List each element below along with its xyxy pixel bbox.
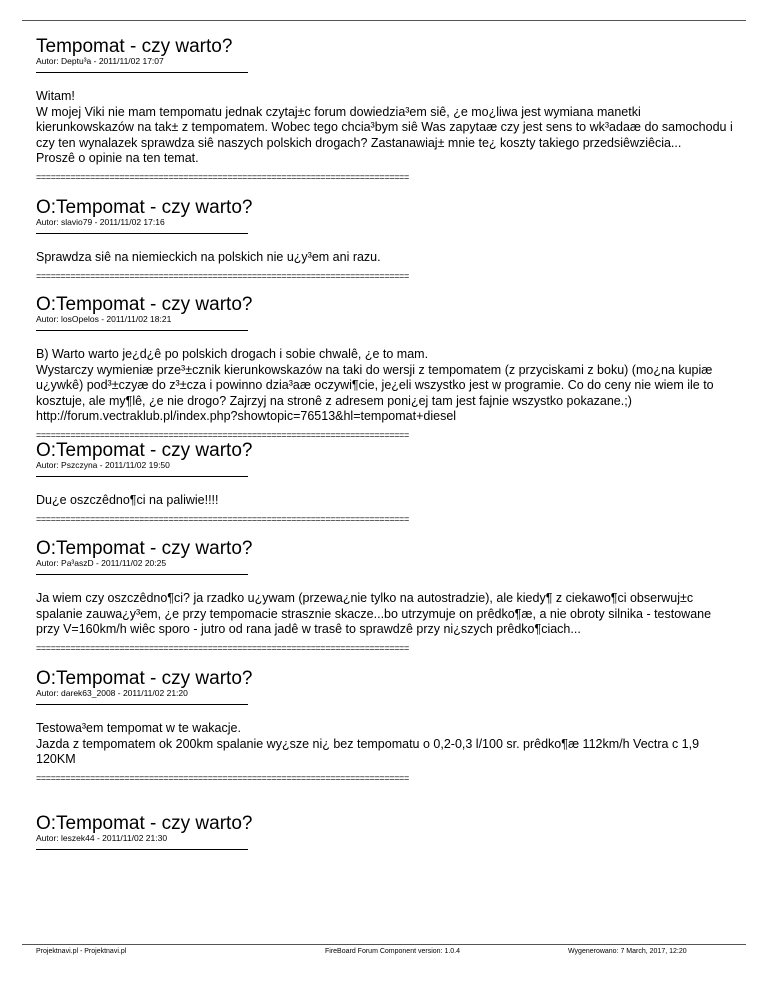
post-separator: ============================================================================ [36, 642, 409, 653]
post-author-meta: Autor: losOpelos - 2011/11/02 18:21 [36, 314, 172, 324]
post-title: Tempomat - czy warto? [36, 36, 233, 57]
post-body: Witam! W mojej Viki nie mam tempomatu jednak czytaj±c forum dowiedzia³em siê, ¿e mo¿liwa jest wymiana manetki kierunkowskazów na tak± z tempomatem. Wobec tego chcia³bym siê Was zapytaæ czy jest sens to wk³adaæ do samochodu i czy ten wynalazek sprawdza siê naszych polskich drogach? Zastanawiaj± mnie te¿ koszty takiego przedsiêwziêcia... Proszê o opinie na ten temat. [36, 89, 733, 165]
post-separator: ============================================================================ [36, 772, 409, 783]
meta-rule [36, 704, 248, 705]
post-author-meta: Autor: Deptu³a - 2011/11/02 17:07 [36, 56, 164, 66]
post-title: O:Tempomat - czy warto? [36, 813, 253, 834]
post-body: Du¿e oszczêdno¶ci na paliwie!!!! [36, 493, 219, 507]
post-author-meta: Autor: darek63_2008 - 2011/11/02 21:20 [36, 688, 188, 698]
post-list [36, 36, 736, 873]
post-author-meta: Autor: leszek44 - 2011/11/02 21:30 [36, 833, 168, 843]
meta-rule [36, 574, 248, 575]
post-separator: ============================================================================ [36, 429, 409, 440]
post-title: O:Tempomat - czy warto? [36, 440, 253, 461]
post-body: Ja wiem czy oszczêdno¶ci? ja rzadko u¿ywam (przewa¿nie tylko na autostradzie), ale kiedy¶ z ciekawo¶ci obserwuj±c spalanie zauwa¿y³em, ¿e przy tempomacie strasznie skacze...bo utrzymuje on prêdko¶æ, a nie obroty silnika - testowane przy V=160km/h wiêc sporo - jutro od rana jadê w trasê to sprawdzê przy ni¿szych prêdko¶ciach... [36, 591, 712, 636]
post [36, 538, 736, 668]
post-title: O:Tempomat - czy warto? [36, 668, 253, 689]
post-body: Testowa³em tempomat w te wakacje. Jazda z tempomatem ok 200km spalanie wy¿sze ni¿ bez tempomatu o 0,2-0,3 l/100 sr. prêdko¶æ 112km/h Vectra c 1,9 120KM [36, 721, 700, 766]
post [36, 813, 736, 873]
post-title: O:Tempomat - czy warto? [36, 197, 253, 218]
footer-component-version: FireBoard Forum Component version: 1.0.4 [325, 948, 461, 955]
footer-generated-date: Wygenerowano: 7 March, 2017, 12:20 [568, 948, 687, 955]
meta-rule [36, 849, 248, 850]
footer-site: Projektnavi.pl - Projektnavi.pl [36, 948, 127, 955]
post-title: O:Tempomat - czy warto? [36, 294, 253, 315]
post [36, 294, 736, 440]
post [36, 197, 736, 294]
meta-rule [36, 476, 248, 477]
post-separator: ============================================================================ [36, 513, 409, 524]
post [36, 440, 736, 538]
post-separator: ============================================================================ [36, 171, 409, 182]
meta-rule [36, 72, 248, 73]
post-author-meta: Autor: Pszczyna - 2011/11/02 19:50 [36, 460, 170, 470]
meta-rule [36, 233, 248, 234]
post-body: B) Warto warto je¿d¿ê po polskich drogach i sobie chwalê, ¿e to mam. Wystarczy wymieniæ prze³±cznik kierunkowskazów na taki do wersji z tempomatem (z przyciskami z boku) (mo¿na kupiæ u¿ywkê) pod³±czyæ do z³±cza i powinno dzia³aæ oczywi¶cie, je¿eli wszystko jest w programie. Co do ceny nie wiem ile to kosztuje, ale my¶lê, ¿e nie drogo? Zajrzyj na stronê z adresem poni¿ej tam jest fajnie wszystko pokazane.;) http://forum.vectraklub.pl/index.php?showtopic=76513&hl=tempomat+diesel [36, 347, 714, 423]
post-separator: ============================================================================ [36, 270, 409, 281]
post-author-meta: Autor: slavio79 - 2011/11/02 17:16 [36, 217, 165, 227]
post-body: Sprawdza siê na niemieckich na polskich nie u¿y³em ani razu. [36, 250, 381, 264]
post-title: O:Tempomat - czy warto? [36, 538, 253, 559]
page-top-rule [22, 20, 746, 21]
post [36, 668, 736, 813]
post [36, 36, 736, 197]
post-author-meta: Autor: Pa³aszD - 2011/11/02 20:25 [36, 558, 167, 568]
footer-rule [22, 944, 746, 945]
meta-rule [36, 330, 248, 331]
